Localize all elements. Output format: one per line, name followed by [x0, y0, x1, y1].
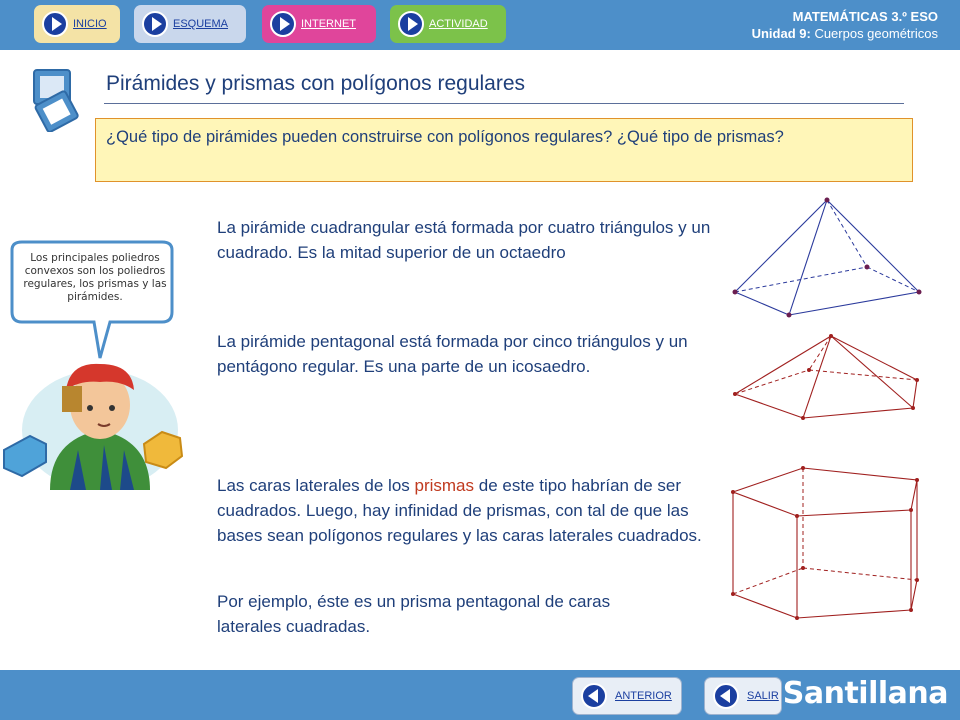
- play-icon: [398, 11, 424, 37]
- play-icon: [42, 11, 68, 37]
- pentagonal-pyramid-figure: [725, 330, 935, 425]
- screen-pages-icon: [28, 68, 80, 132]
- nav-internet-button[interactable]: [262, 5, 376, 43]
- nav-esquema-label: ESQUEMA: [173, 18, 229, 30]
- nav-internet-label: INTERNET: [301, 18, 356, 30]
- previous-label: ANTERIOR: [615, 690, 672, 702]
- play-icon: [142, 11, 168, 37]
- title-divider: [104, 103, 904, 104]
- paragraph-example: Por ejemplo, éste es un prisma pentagonal de caras laterales cuadradas.: [217, 592, 611, 636]
- unit-label: Unidad 9:: [751, 26, 811, 41]
- page-title: Pirámides y prismas con polígonos regulares: [106, 72, 526, 95]
- exit-label: SALIR: [747, 690, 779, 702]
- top-bar: [0, 0, 960, 50]
- nav-inicio-label: INICIO: [73, 18, 107, 30]
- prisms-highlight: prismas: [414, 476, 475, 495]
- subject-label: MATEMÁTICAS 3.º ESO: [792, 9, 938, 24]
- paragraph-square-pyramid: La pirámide cuadrangular está formada por cuatro triángulos y un cuadrado. Es la mitad superior de un octaedro: [217, 218, 711, 262]
- square-pyramid-figure: [725, 190, 935, 320]
- paragraph-prisms: [217, 473, 707, 548]
- exit-button[interactable]: [704, 677, 782, 715]
- speech-bubble-text: Los principales poliedros convexos son los poliedros regulares, los prismas y las pirámides.: [23, 252, 167, 303]
- previous-button[interactable]: [572, 677, 682, 715]
- nav-actividad-label: ACTIVIDAD: [429, 18, 488, 30]
- nav-esquema-button[interactable]: [134, 5, 246, 43]
- publisher-logo: Santillana: [782, 676, 948, 711]
- prisms-text-start: Las caras laterales de los: [217, 476, 415, 495]
- back-arrow-icon: [581, 683, 607, 709]
- paragraph-pentagonal-pyramid: La pirámide pentagonal está formada por cinco triángulos y un pentágono regular. Es una parte de un icosaedro.: [217, 332, 688, 376]
- play-icon: [270, 11, 296, 37]
- nav-actividad-button[interactable]: [390, 5, 506, 43]
- course-info: [752, 8, 938, 42]
- unit-name: Cuerpos geométricos: [814, 26, 938, 41]
- prisms-text-end: de este tipo habrían de ser cuadrados. Luego, hay infinidad de prismas, con tal de que las bases sean polígonos regulares y las caras laterales cuadrados.: [217, 476, 702, 545]
- back-arrow-icon: [713, 683, 739, 709]
- pentagonal-prism-figure: [725, 460, 935, 625]
- nav-inicio-button[interactable]: [34, 5, 120, 43]
- question-box: ¿Qué tipo de pirámides pueden construirse con polígonos regulares? ¿Qué tipo de prismas?: [95, 118, 913, 182]
